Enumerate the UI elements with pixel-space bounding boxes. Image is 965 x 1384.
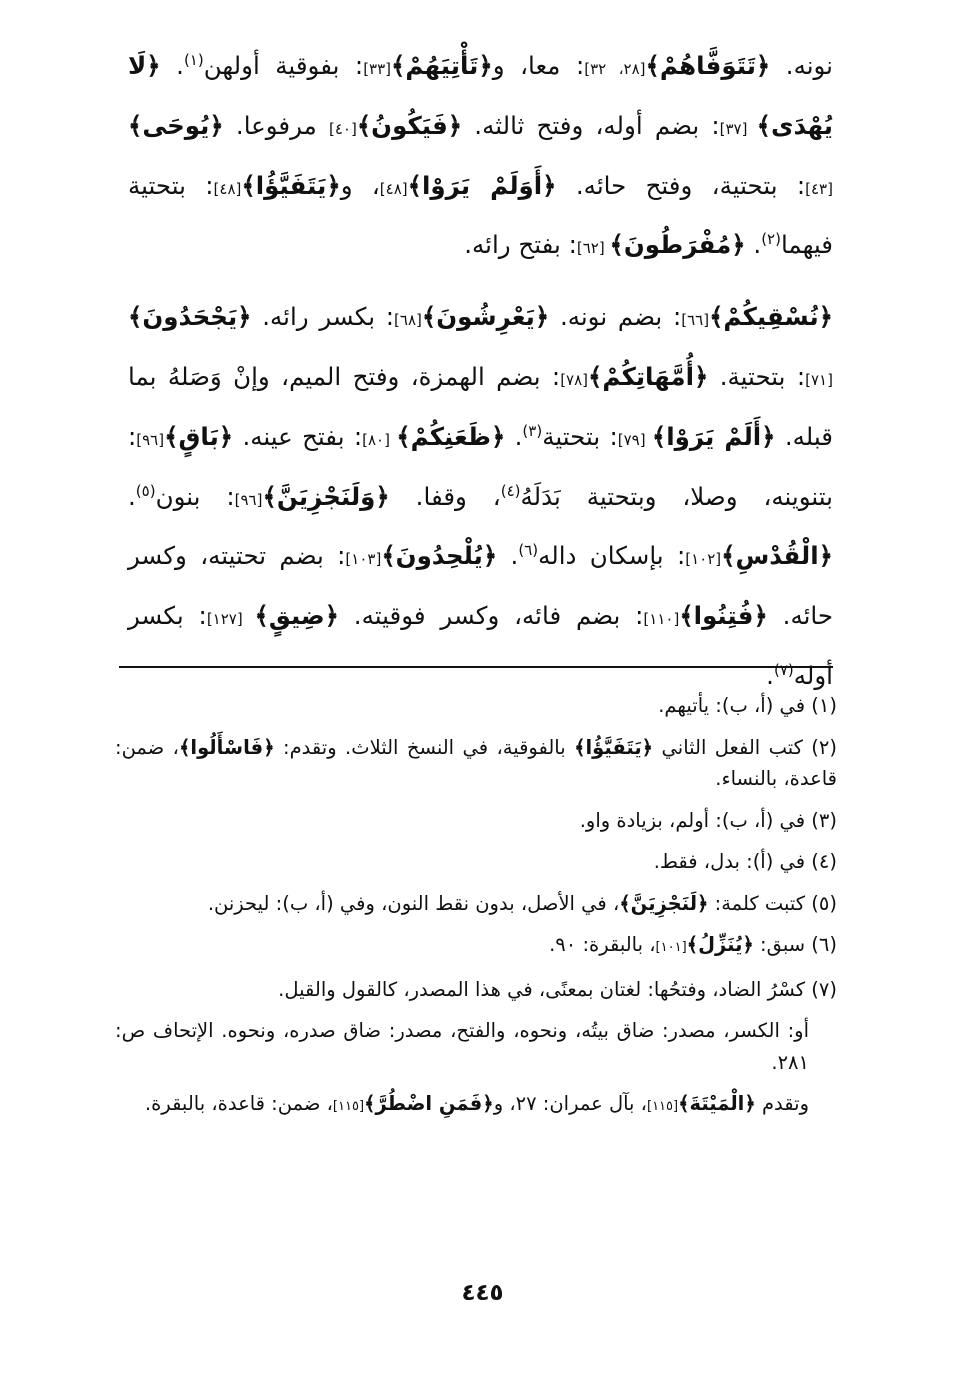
text-run: : بضم أوله، وفتح ثالثه. xyxy=(462,110,720,140)
quran-word: ﴿بَاقٍ﴾ xyxy=(164,421,234,451)
text-run: : بفتح عينه. xyxy=(233,421,363,451)
quran-word: ﴿فَمَنِ اضْطُرَّ﴾ xyxy=(364,1092,494,1115)
text-run: ، و xyxy=(340,170,380,200)
text-run: : بفتح رائه. xyxy=(464,230,577,260)
footnote-ref: (٤) xyxy=(500,481,521,500)
text-run: (٥) كتبت كلمة: xyxy=(708,891,837,915)
quran-word: ﴿يَتَفَيَّؤُا﴾ xyxy=(241,170,341,200)
verse-number: [٧١] xyxy=(805,370,833,389)
quran-word: ﴿ضِيقٍ﴾ xyxy=(254,601,339,631)
quran-word: ﴿مُفْرَطُونَ﴾ xyxy=(609,230,746,260)
text-run: أو: الكسر، مصدر: ضاق بيتُه، ونحوه، والفتح، مصدر: ضاق صدره، ونحوه. الإتحاف ص: ٢٨١. xyxy=(115,1019,809,1074)
footnote-ref: (٥) xyxy=(135,481,156,500)
quran-word: ﴿فَاسْأَلُوا﴾ xyxy=(178,735,275,759)
text-run: : بفوقية أولهن xyxy=(203,51,364,80)
quran-word: ﴿يُوحَى﴾ xyxy=(128,110,224,140)
footnote-ref: (٧) xyxy=(773,660,794,679)
text-run: : بإسكان داله xyxy=(538,541,686,571)
verse-number: [١٠١] xyxy=(655,940,687,955)
footnote xyxy=(115,690,837,722)
text-run: : بنون xyxy=(155,481,235,511)
footnote-continuation xyxy=(115,1015,809,1078)
footnote xyxy=(115,732,837,795)
footnote xyxy=(115,846,837,878)
verse-number: [١٢٧] xyxy=(206,610,255,629)
verse-number: [٦٨] xyxy=(394,311,422,330)
text-run: : معا، و xyxy=(492,51,585,80)
text-run: . xyxy=(766,660,774,690)
verse-number: [٧٨] xyxy=(560,370,589,389)
text-run: : بضم الهمزة، وفتح الميم، وإنْ وَصَلهُ بما قبله. xyxy=(128,361,833,451)
quran-word: ﴿الْمَيْتَةَ﴾ xyxy=(678,1092,756,1115)
verse-number: [٢٨، ٣٢] xyxy=(584,60,646,78)
text-run: : بكسر أوله xyxy=(128,601,833,690)
verse-number: [٦٢] xyxy=(576,239,610,258)
quran-word: ﴿الْقُدْسِ﴾ xyxy=(721,541,834,571)
quran-word: ﴿أَلَمْ يَرَوْا﴾ xyxy=(651,421,776,451)
text-run: (٧) كسْرُ الضاد، وفتحُها: لغتان بمعنًى، في هذا المصدر، كالقول والقيل. xyxy=(278,977,837,1001)
text-run: : بكسر رائه. xyxy=(251,302,395,332)
verse-number: [٦٦] xyxy=(681,311,710,330)
quran-word: ﴿يَتَفَيَّؤُا﴾ xyxy=(574,735,654,759)
text-run: ، ضمن: قاعدة، بالنساء. xyxy=(115,735,837,790)
main-text xyxy=(128,38,833,705)
quran-word: ﴿نُسْقِيكُمْ﴾ xyxy=(709,302,833,332)
text-run: . xyxy=(505,421,523,451)
verse-number: [٨٠] xyxy=(362,430,397,449)
text-run: : بضم نونه. xyxy=(549,302,682,332)
text-run: : بتحتية. xyxy=(708,361,806,391)
footnote xyxy=(115,805,837,837)
quran-word: ﴿يُنَزِّلُ﴾ xyxy=(686,933,754,956)
verse-number: [٤٣] xyxy=(805,179,833,198)
verse-number: [٤٨] xyxy=(379,179,408,198)
main-paragraph xyxy=(128,38,833,277)
verse-number: [١١٠] xyxy=(643,610,680,629)
verse-number: [٤٠] xyxy=(328,119,357,138)
text-run: : بتنوينه، وصلا، وبتحتية بَدَلَهُ xyxy=(128,421,833,511)
footnote-ref: (٢) xyxy=(761,230,781,249)
text-run: بالفوقية، في النسخ الثلاث. وتقدم: xyxy=(274,735,575,759)
text-run: : بتحتية، وفتح حائه. xyxy=(556,170,806,200)
footnote-continuation xyxy=(115,1088,809,1123)
text-run: ، وقفا. xyxy=(389,481,501,511)
footnote-ref: (١) xyxy=(183,50,204,69)
text-run: نونه. xyxy=(770,51,833,80)
verse-number: [١١٥] xyxy=(332,1099,365,1114)
text-run: : بتحتية فيهما xyxy=(128,170,833,260)
text-run: (٦) سبق: xyxy=(753,933,837,956)
quran-word: ﴿أُمَّهَاتِكُمْ﴾ xyxy=(588,361,709,391)
verse-number: [٩٦] xyxy=(234,490,263,509)
text-run: (٤) في (أ): بدل، فقط. xyxy=(653,850,837,873)
main-paragraph xyxy=(128,289,833,705)
text-run: : بضم فائه، وكسر فوقيته. xyxy=(338,601,644,631)
footnote xyxy=(115,929,837,964)
text-run: ، ضمن: قاعدة، بالبقرة. xyxy=(144,1092,333,1115)
quran-word: ﴿لَا يُهْدَى﴾ xyxy=(128,51,833,140)
verse-number: [٤٨] xyxy=(213,179,242,198)
text-run: . xyxy=(160,51,184,80)
verse-number: [٣٧] xyxy=(719,119,757,138)
text-run: . xyxy=(745,230,762,260)
verse-number: [١١٥] xyxy=(646,1099,679,1114)
quran-word: ﴿فَيَكُونُ﴾ xyxy=(356,110,463,140)
text-run: . xyxy=(497,541,519,571)
text-run: : بتحتية xyxy=(542,421,618,451)
footnote-divider xyxy=(119,666,833,668)
quran-word: ﴿وَلَنَجْزِيَنَّ﴾ xyxy=(262,481,390,511)
verse-number: [٧٩] xyxy=(617,430,652,449)
text-run: (١) في (أ، ب): يأتيهم. xyxy=(658,694,837,717)
quran-word: ﴿تَأْتِيَهُمْ﴾ xyxy=(391,51,493,80)
footnote-ref: (٦) xyxy=(518,541,539,560)
text-run: وتقدم xyxy=(755,1092,809,1115)
quran-word: ﴿يُلْحِدُونَ﴾ xyxy=(381,541,498,571)
quran-word: ﴿أَوَلَمْ يَرَوْا﴾ xyxy=(407,170,557,200)
quran-word: ﴿لَنَجْزِيَنَّ﴾ xyxy=(619,891,709,915)
footnote xyxy=(115,888,837,920)
verse-number: [١٠٢] xyxy=(685,550,722,569)
text-run: ، في الأصل، بدون نقط النون، وفي (أ، ب): ليحزنن. xyxy=(207,891,620,915)
verse-number: [٩٦] xyxy=(136,430,165,449)
text-run: ، بآل عمران: ٢٧، و xyxy=(493,1092,647,1115)
text-run: (٣) في (أ، ب): أولم، بزيادة واو. xyxy=(579,808,837,832)
quran-word: ﴿فُتِنُوا﴾ xyxy=(679,601,768,631)
text-run: . xyxy=(128,481,136,511)
quran-word: ﴿يَعْرِشُونَ﴾ xyxy=(421,302,550,332)
text-run: ، بالبقرة: ٩٠. xyxy=(549,933,656,956)
footnote xyxy=(115,974,837,1006)
text-run: مرفوعا. xyxy=(223,110,329,140)
verse-number: [١٠٣] xyxy=(345,550,382,569)
footnotes xyxy=(115,690,837,1133)
page-number: ٤٤٥ xyxy=(461,1280,504,1306)
text-run: : بضم تحتيته، وكسر حائه. xyxy=(128,541,834,631)
quran-word: ﴿يَجْحَدُونَ﴾ xyxy=(128,302,252,332)
footnote-ref: (٣) xyxy=(522,421,543,440)
text-run: (٢) كتب الفعل الثاني xyxy=(653,735,837,759)
quran-word: ﴿ظَعَنِكُمْ﴾ xyxy=(396,421,506,451)
verse-number: [٣٣] xyxy=(363,60,392,78)
quran-word: ﴿تَتَوَفَّاهُمْ﴾ xyxy=(645,51,771,80)
